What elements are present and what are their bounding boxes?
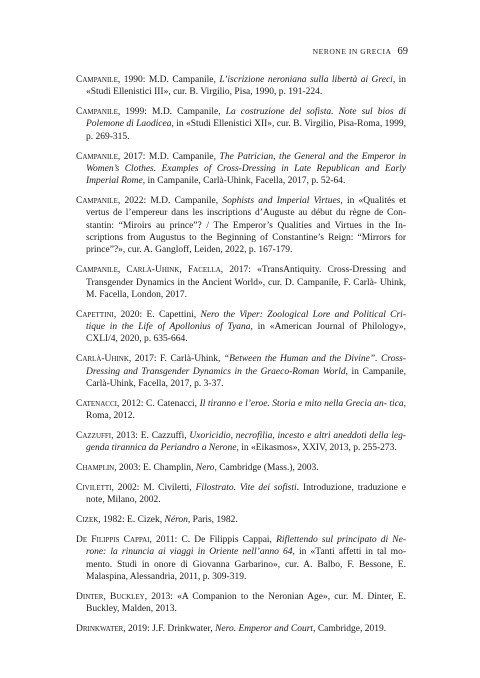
bib-details: «TransAntiquity. Cross-Dressing and Transgender Dynamics in the Ancient World», cur. D. Campanile, F. Carlà- Uhink, M. Facella, London, 2017. <box>86 265 406 300</box>
bib-entry <box>76 195 406 256</box>
bib-author: M.D. Campanile, <box>148 151 217 162</box>
bib-key: De Filippis Cappai, 2011: <box>76 535 178 546</box>
page-number: 69 <box>397 46 408 57</box>
bib-entry <box>76 514 406 526</box>
bib-title: “Between the Human and the Divine”. Cross-Dressing and Transgender Dynamics in the Graeco-Roman World <box>86 354 407 377</box>
bib-author: E. Cazzuffi, <box>140 430 187 441</box>
bib-details: , in «Eikasmos», XXIV, 2013, p. 255-273. <box>236 443 397 454</box>
bib-author: M. Civiletti, <box>143 482 192 493</box>
bib-key: Dinter, Buckley, 2013: <box>76 591 173 602</box>
bib-title: Nero. Emperor and Court <box>215 624 314 634</box>
bib-title: Filostrato. Vite dei sofisti <box>195 482 297 493</box>
bib-details: , in Campanile, Carlà-Uhink, Facella, 2017, p. 52-64. <box>142 176 346 187</box>
bib-title: The Patrician, the General and the Emperor in Women’s Clothes. Examples of Cross-Dressing in Late Republican and Early Imperial Rome <box>86 151 407 187</box>
bib-details: , in «Studi Ellenistici XII», cur. B. Virgilio, Pisa-Roma, 1999, p. 269-315. <box>86 119 407 142</box>
bib-details: . Introduzione, traduzione e note, Milano, 2002. <box>86 482 407 506</box>
bib-entry <box>76 591 406 616</box>
bib-key: Cizek, 1982: <box>76 515 125 526</box>
bib-key: Champlin, 2003: <box>76 463 141 474</box>
bib-key: Campanile, 2022: <box>76 196 147 207</box>
bib-title: La costruzione del sofista. Note sul bios di Polemone di Laodicea <box>86 107 407 130</box>
bib-key: Drinkwater, 2019: <box>76 624 150 634</box>
bib-key: Cazzuffi, 2013: <box>76 430 138 441</box>
bib-key: Catenacci, 2012: <box>76 398 144 409</box>
bib-key: Carlà-Uhink, 2017: <box>76 354 157 365</box>
bib-author: E. Cizek, <box>127 515 163 526</box>
bib-entry <box>76 398 406 423</box>
bib-author: J.F. Drinkwater, <box>152 624 213 634</box>
bib-entry <box>76 482 406 507</box>
bib-entry <box>76 264 406 301</box>
bib-key: Campanile, Carlà-Uhink, Facella, 2017: <box>76 265 251 276</box>
bib-entry <box>76 430 406 455</box>
running-title: NERONE IN GRECIA <box>312 47 392 56</box>
bib-details: , in Campanile, Carlà-Uhink, Facella, 2017, p. 3-37. <box>86 366 407 389</box>
bib-key: Campanile, 1999: <box>76 107 147 118</box>
bib-details: , Roma, 2012. <box>86 398 407 421</box>
bib-author: M.D. Campanile, <box>150 196 219 207</box>
bib-title: Nero <box>195 463 215 474</box>
bib-entry <box>76 74 406 99</box>
bib-details: , in «Qualités et vertus de l’empereur dans les inscriptions d’Auguste au début du règne de Con- stantin: “Miroirs au prince”? / The Emperor’s Qualities and Virtues in the In- scriptions from Augustus to the Beginning of Constantine’s Reign: “Mirrors for prince”?», cur. A. Gangloff, Leiden, 2022, p. 167-179. <box>86 196 407 256</box>
bib-entry <box>76 462 406 474</box>
bib-entry <box>76 309 406 346</box>
bib-details: , Cambridge (Mass.), 2003. <box>214 463 319 474</box>
bib-details: , in «American Journal of Philology», CXLI/4, 2020, p. 635-664. <box>86 322 406 345</box>
bib-title: L’iscrizione neroniana sulla libertà ai Greci <box>219 75 393 85</box>
bib-details: , in «Tanti affetti in tal mo- mento. Studi in onore di Giovanna Garbarino», cur. A. Balbo, F. Bessone, E. Malaspina, Alessandria, 2011, p. 309-319. <box>86 547 406 582</box>
bib-details: , in «Studi Ellenistici III», cur. B. Virgilio, Pisa, 1990, p. 191-224. <box>86 75 407 98</box>
bib-title: Il tiranno e l’eroe. Storia e mito nella Grecia an- tica <box>199 398 404 409</box>
bib-entry <box>76 623 406 635</box>
bib-author: E. Capettini, <box>146 309 197 320</box>
bib-entry <box>76 106 406 143</box>
bib-author: M.D. Campanile, <box>152 107 221 118</box>
bib-author: E. Champlin, <box>143 463 194 474</box>
bib-entry <box>76 151 406 188</box>
bib-author: C. Catenacci, <box>146 398 198 409</box>
running-head <box>313 46 408 57</box>
bib-details: «A Companion to the Neronian Age», cur. M. Dinter, E. Buckley, Malden, 2013. <box>86 591 407 615</box>
bibliography <box>76 74 406 643</box>
bib-entry <box>76 353 406 390</box>
bib-key: Civiletti, 2002: <box>76 482 140 493</box>
bib-author: M.D. Campanile, <box>148 75 216 85</box>
bib-title: Sophists and Imperial Virtues <box>222 196 341 207</box>
bib-title: Néron <box>164 515 188 526</box>
bib-entry <box>76 534 406 583</box>
bib-details: , Paris, 1982. <box>187 515 238 526</box>
bib-details: , Cambridge, 2019. <box>313 624 387 634</box>
bib-author: F. Carlà-Uhink, <box>160 354 221 365</box>
bib-key: Campanile, 2017: <box>76 151 146 162</box>
bib-title: Nero the Viper: Zoological Lore and Political Cri- tique in the Life of Apollonius of Tyana <box>86 309 406 333</box>
bib-title: Riflettendo sul principato di Ne- rone: la rinuncia ai viaggi in Oriente nell’anno 64 <box>86 535 407 558</box>
bib-title: Uxoricidio, necrofilia, incesto e altri aneddoti della leg- genda tirannica da Periandro a Nerone <box>86 430 406 454</box>
bib-key: Capettini, 2020: <box>76 309 143 320</box>
bib-author: C. De Filippis Cappai, <box>181 535 272 546</box>
bib-key: Campanile, 1990: <box>76 75 146 85</box>
